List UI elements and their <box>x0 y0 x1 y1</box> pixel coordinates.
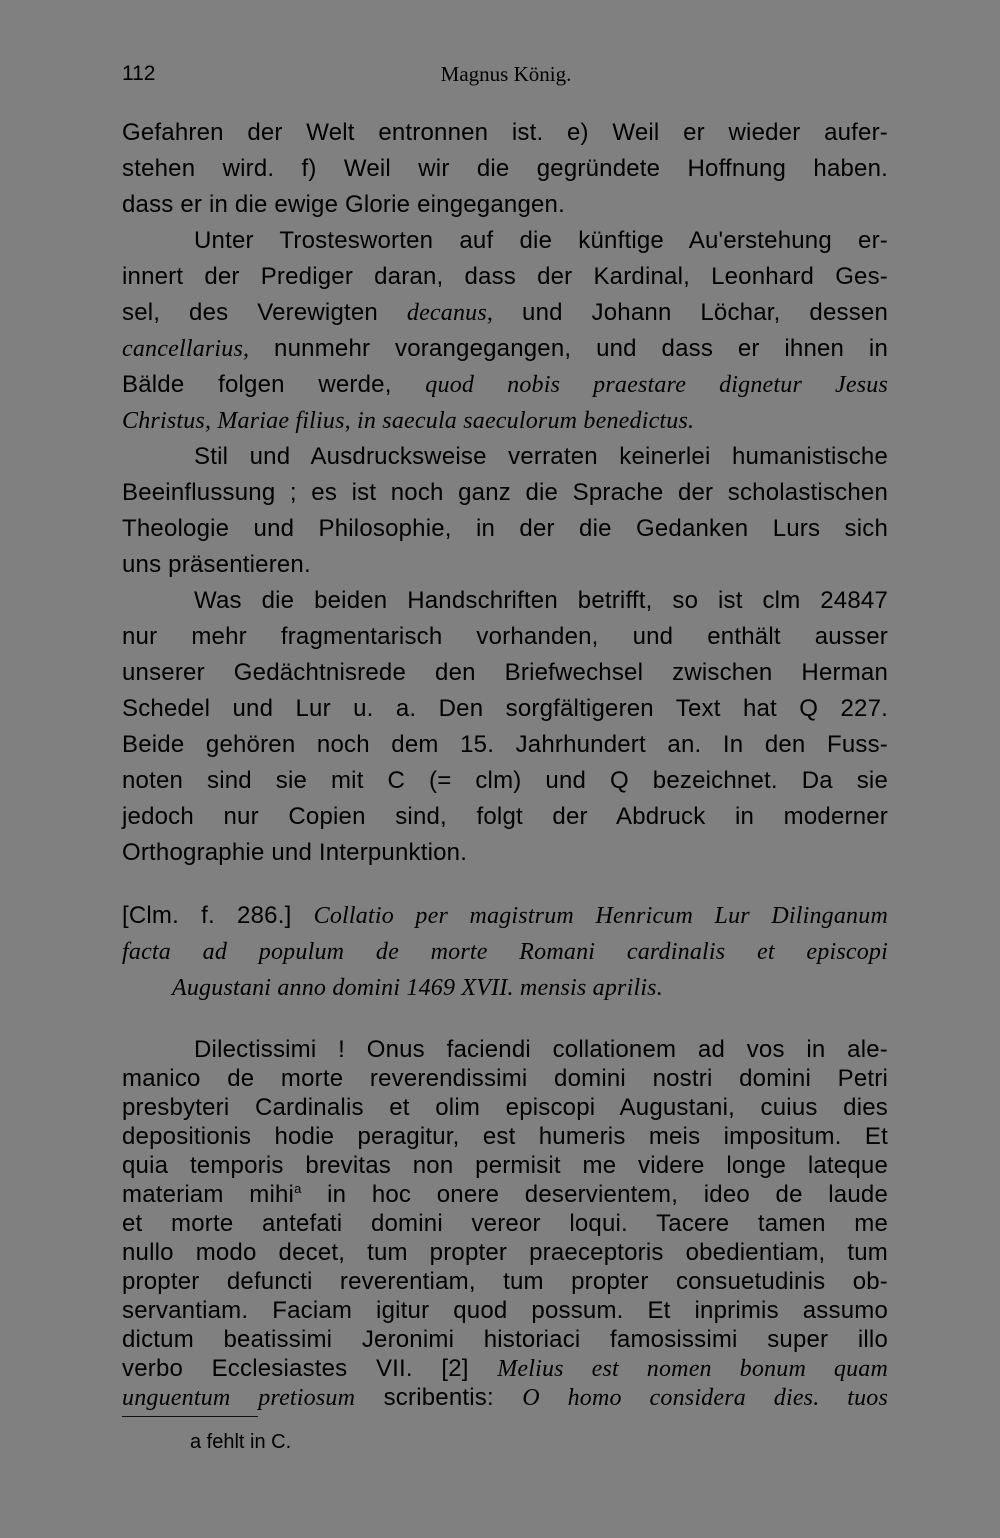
text-line: depositionis hodie peragitur, est humeris meis impositum. Et <box>122 1123 888 1150</box>
text-line: nullo modo decet, tum propter praeceptoris obedientiam, tum <box>122 1239 888 1266</box>
footnote-marker: a <box>294 1181 302 1196</box>
text-line: servantiam. Faciam igitur quod possum. Et inprimis assumo <box>122 1297 888 1324</box>
section-heading-line: Augustani anno domini 1469 XVII. mensis aprilis. <box>172 975 663 1001</box>
text-line: Unter Trostesworten auf die künftige Au'erstehung er- <box>194 227 888 254</box>
text-line: uns präsentieren. <box>122 551 311 578</box>
text-line: Christus, Mariae filius, in saecula saeculorum benedictus. <box>122 408 695 434</box>
text-line: jedoch nur Copien sind, folgt der Abdruck in moderner <box>122 803 888 830</box>
text-line: nur mehr fragmentarisch vorhanden, und enthält ausser <box>122 623 888 650</box>
text-line: dass er in die ewige Glorie eingegangen. <box>122 191 565 218</box>
text-line: innert der Prediger daran, dass der Kardinal, Leonhard Ges- <box>122 263 888 290</box>
running-title: Magnus König. <box>440 62 572 86</box>
text-line: et morte antefati domini vereor loqui. Tacere tamen me <box>122 1210 888 1237</box>
text-line: noten sind sie mit C (= clm) und Q bezeichnet. Da sie <box>122 767 888 794</box>
text-line: Dilectissimi ! Onus faciendi collationem ad vos in ale- <box>194 1036 888 1063</box>
text-line: quia temporis brevitas non permisit me videre longe lateque <box>122 1152 888 1179</box>
text-line: Bälde folgen werde, quod nobis praestare dignetur Jesus <box>122 371 889 398</box>
text-line: manico de morte reverendissimi domini nostri domini Petri <box>122 1065 888 1092</box>
text-line: Beide gehören noch dem 15. Jahrhundert an. In den Fuss- <box>122 731 888 758</box>
section-heading-line: [Clm. f. 286.] Collatio per magistrum Henricum Lur Dilinganum <box>122 902 888 929</box>
text-line: propter defuncti reverentiam, tum propter consuetudinis ob- <box>122 1268 888 1295</box>
section-heading-line: facta ad populum de morte Romani cardinalis et episcopi <box>122 939 888 965</box>
page-number: 112 <box>122 62 156 85</box>
text-line: unserer Gedächtnisrede den Briefwechsel zwischen Herman <box>122 659 888 686</box>
text-line: stehen wird. f) Weil wir die gegründete Hoffnung haben. <box>122 155 888 182</box>
text-line: Orthographie und Interpunktion. <box>122 839 468 866</box>
text-line: unguentum pretiosum scribentis: O homo considera dies. tuos <box>122 1384 889 1411</box>
text-line: Beeinflussung ; es ist noch ganz die Sprache der scholastischen <box>122 479 888 506</box>
text-line: materiam mihi$^a$ in hoc onere deservientem, ideo de laude <box>122 1181 888 1208</box>
page-header <box>122 62 890 92</box>
text-line: Was die beiden Handschriften betrifft, so ist clm 24847 <box>194 587 888 614</box>
footnote: a fehlt in C. <box>190 1431 292 1453</box>
text-line: sel, des Verewigten decanus, und Johann Löchar, dessen <box>122 299 888 326</box>
footnote-divider <box>122 1416 258 1417</box>
text-line: presbyteri Cardinalis et olim episcopi Augustani, cuius dies <box>122 1094 888 1121</box>
text-line: dictum beatissimi Jeronimi historiaci famosissimi super illo <box>122 1326 888 1353</box>
text-line: verbo Ecclesiastes VII. [2] Melius est nomen bonum quam <box>122 1355 889 1382</box>
text-line: Theologie und Philosophie, in der die Gedanken Lurs sich <box>122 515 888 542</box>
text-line: Schedel und Lur u. a. Den sorgfältigeren Text hat Q 227. <box>122 695 888 722</box>
text-line: Gefahren der Welt entronnen ist. e) Weil er wieder aufer- <box>122 119 888 146</box>
text-line: Stil und Ausdrucksweise verraten keinerlei humanistische <box>194 443 888 470</box>
text-line: cancellarius, nunmehr vorangegangen, und dass er ihnen in <box>122 335 888 362</box>
